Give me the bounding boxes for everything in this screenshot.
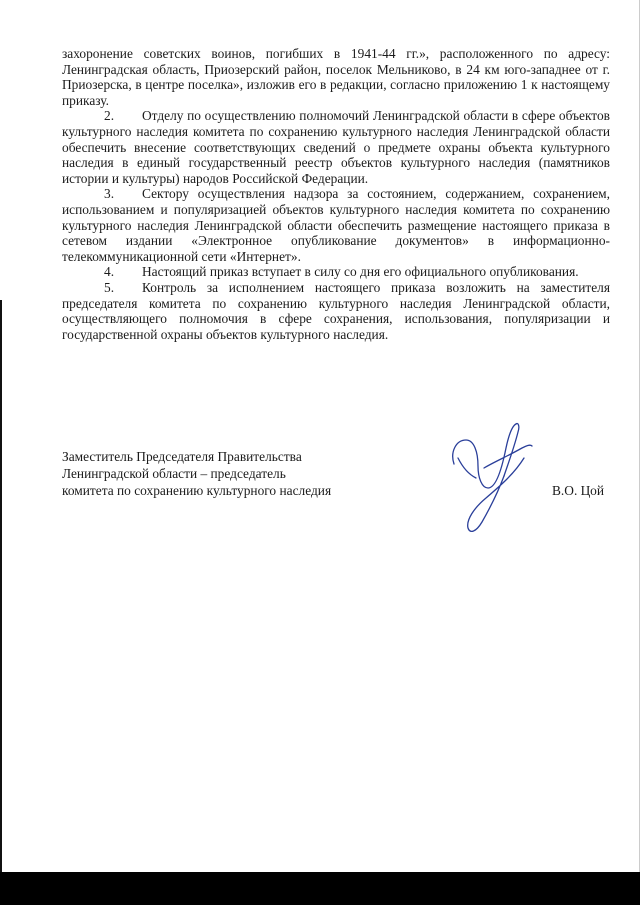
item-number: 5. (104, 279, 115, 295)
scan-bottom-border (0, 872, 640, 905)
item-number: 2. (104, 108, 115, 124)
item-number: 4. (104, 264, 115, 280)
numbered-item-5 (62, 280, 610, 342)
position-line-3: комитета по сохранению культурного наследия (62, 483, 332, 498)
item-number: 3. (104, 186, 115, 202)
numbered-item-4 (62, 264, 610, 280)
item-text: Контроль за исполнением настоящего приказа возложить на заместителя председателя комитета по сохранению культурного наследия Ленинградской области, осуществляющего полномочия в сфере сохранения, использования, популяризации и государственной охраны объектов культурного наследия. (62, 279, 610, 342)
intro-paragraph: захоронение советских воинов, погибших в 1941-44 гг.», расположенного по адресу: Ленинградская область, Приозерский район, поселок Мельниково, в 24 км юго-западнее от г. Приозерска, в центре поселка», изложив его в редакции, согласно приложению 1 к настоящему приказу. (62, 46, 610, 108)
signatory-position (62, 448, 331, 499)
handwritten-signature-icon (448, 418, 538, 536)
numbered-item-2 (62, 108, 610, 186)
scan-edge-left (0, 300, 2, 872)
document-body (62, 46, 610, 342)
signatory-name: В.О. Цой (552, 483, 604, 498)
item-text: Настоящий приказ вступает в силу со дня его официального опубликования. (142, 264, 579, 280)
item-text: Отделу по осуществлению полномочий Ленинградской области в сфере объектов культурного наследия комитета по сохранению культурного наследия Ленинградской области обеспечить внесение соответствующих сведений о предмете охраны объекта культурного наследия в единый государственный реестр объектов культурного наследия (памятников истории и культуры) народов Российской Федерации. (62, 108, 610, 186)
position-line-1: Заместитель Председателя Правительства (62, 449, 302, 464)
numbered-item-3 (62, 186, 610, 264)
item-text: Сектору осуществления надзора за состоянием, содержанием, сохранением, использованием и популяризацией объектов культурного наследия комитета по сохранению культурного наследия Ленинградской области обеспечить размещение настоящего приказа в сетевом издании «Электронное опубликование документов» в информационно-телекоммуникационной сети «Интернет». (62, 186, 610, 264)
position-line-2: Ленинградской области – председатель (62, 466, 286, 481)
